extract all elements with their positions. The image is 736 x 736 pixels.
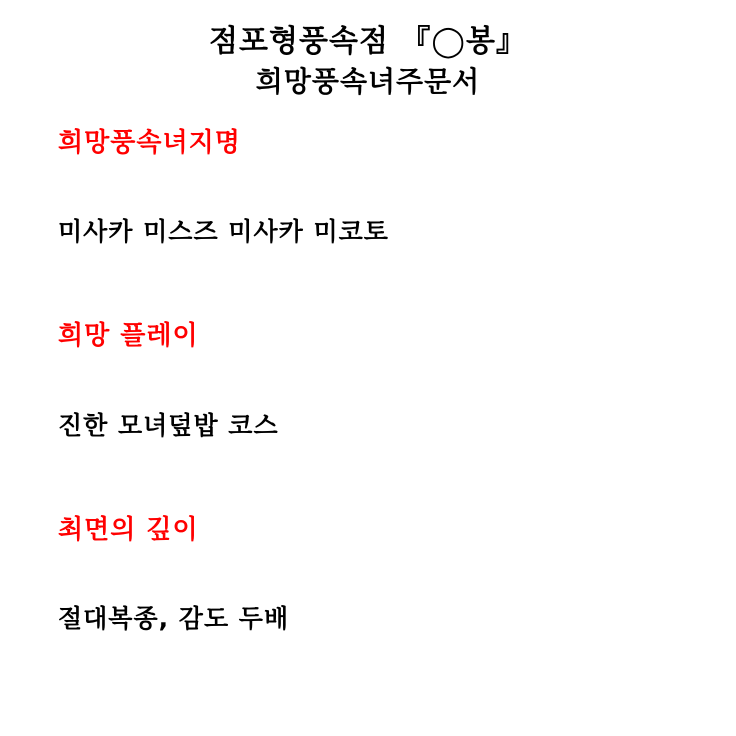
field-value-desired-girl: 미사카 미스즈 미사카 미코토 xyxy=(58,217,389,247)
document-body xyxy=(0,100,736,634)
document-title xyxy=(0,0,736,100)
field-desired-girl xyxy=(58,128,736,247)
field-hypnosis-depth xyxy=(58,515,736,634)
field-label-hypnosis-depth: 최면의 깊이 xyxy=(58,514,199,545)
title-line-2: 희망풍속녀주문서 xyxy=(255,64,481,98)
field-value-desired-play: 진한 모녀덮밥 코스 xyxy=(58,410,279,440)
field-value-hypnosis-depth: 절대복종, 감도 두배 xyxy=(58,603,290,633)
field-label-desired-play: 희망 플레이 xyxy=(58,321,199,352)
field-label-desired-girl: 희망풍속녀지명 xyxy=(58,128,241,159)
title-line-1: 점포형풍속점 『◯봉』 xyxy=(209,24,527,59)
field-desired-play xyxy=(58,321,736,440)
